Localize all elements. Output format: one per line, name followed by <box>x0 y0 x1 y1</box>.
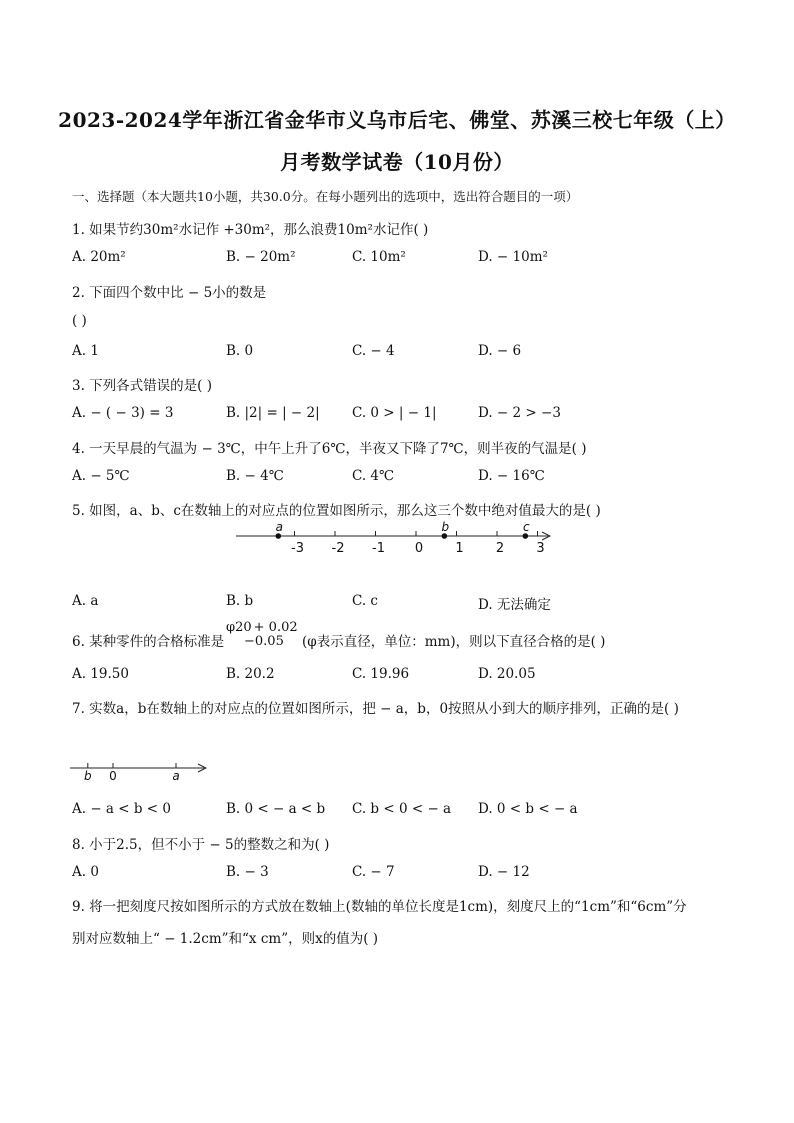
exam-title-line-2: 月考数学试卷（10月份） <box>280 150 514 174</box>
q5-tick-label-6: 3 <box>536 541 545 556</box>
q6-option-a: A. 19.50 <box>72 666 129 682</box>
q5-option-a: A. a <box>72 593 99 609</box>
q6-option-b: B. 20.2 <box>226 666 275 682</box>
q7-label-2: a <box>172 769 180 783</box>
q5-option-d: D. 无法确定 <box>478 597 551 613</box>
q3-option-a: A. − ( − 3) = 3 <box>72 405 174 421</box>
q7-number-line-figure <box>66 756 216 784</box>
q6-lower: −0.05 <box>244 634 284 649</box>
q5-point-a <box>276 533 282 539</box>
q8-option-b: B. − 3 <box>226 864 269 880</box>
q1-option-a: A. 20m² <box>72 249 126 265</box>
q8-option-a: A. 0 <box>72 864 99 880</box>
q8-option-c: C. − 7 <box>352 864 395 880</box>
question-9-stem-line-1: 9. 将一把刻度尺按如图所示的方式放在数轴上(数轴的单位长度是1cm)，刻度尺上的“1cm”和“6cm”分 <box>72 899 687 915</box>
q1-option-b: B. − 20m² <box>226 249 296 265</box>
q7-label-0: b <box>83 769 92 783</box>
q5-option-c: C. c <box>352 593 378 609</box>
q5-number-line-figure <box>230 518 560 558</box>
q6-option-c: C. 19.96 <box>352 666 410 682</box>
q5-point-c <box>523 533 529 539</box>
question-6-stem-post: (φ表示直径，单位：mm)，则以下直径合格的是( ) <box>302 634 606 650</box>
q2-option-c: C. − 4 <box>352 343 395 359</box>
exam-title-line-1: 2023-2024学年浙江省金华市义乌市后宅、佛堂、苏溪三校七年级（上） <box>58 108 736 132</box>
q3-option-b: B. |2| = | − 2| <box>226 405 320 421</box>
question-7-stem: 7. 实数a，b在数轴上的对应点的位置如图所示，把 − a，b，0按照从小到大的顺序排列，正确的是( ) <box>72 701 679 717</box>
q4-option-a: A. − 5℃ <box>72 468 130 484</box>
q5-tick-label-2: -1 <box>372 541 385 556</box>
question-9-stem-line-2: 别对应数轴上“ − 1.2cm”和“x cm”，则x的值为( ) <box>72 931 379 947</box>
q7-option-b: B. 0 < − a < b <box>226 801 326 817</box>
q2-option-a: A. 1 <box>72 343 99 359</box>
q2-option-d: D. − 6 <box>478 343 522 359</box>
q6-upper: + 0.02 <box>253 620 298 635</box>
question-4-stem: 4. 一天早晨的气温为 − 3℃，中午上升了6℃，半夜又下降了7℃，则半夜的气温是( ) <box>72 441 587 457</box>
q4-option-c: C. 4℃ <box>352 468 395 484</box>
q6-tolerance <box>226 621 298 649</box>
q4-option-b: B. − 4℃ <box>226 468 284 484</box>
question-3-stem: 3. 下列各式错误的是( ) <box>72 378 212 394</box>
question-8-stem: 8. 小于2.5，但不小于 − 5的整数之和为( ) <box>72 837 330 853</box>
q5-tick-label-0: -3 <box>291 541 304 556</box>
q7-option-d: D. 0 < b < − a <box>478 801 578 817</box>
q7-option-c: C. b < 0 < − a <box>352 801 452 817</box>
q7-option-a: A. − a < b < 0 <box>72 801 172 817</box>
q5-tick-label-4: 1 <box>455 541 464 556</box>
question-2-stem: 2. 下面四个数中比 − 5小的数是 <box>72 285 267 301</box>
question-2-paren: ( ) <box>72 313 87 329</box>
q3-option-d: D. − 2 > −3 <box>478 405 561 421</box>
q5-point-label-c: c <box>523 520 530 534</box>
q5-tick-label-5: 2 <box>495 541 505 556</box>
q3-option-c: C. 0 > | − 1| <box>352 405 437 421</box>
q5-tick-label-3: 0 <box>414 541 424 556</box>
q5-option-b: B. b <box>226 593 254 609</box>
q1-option-c: C. 10m² <box>352 249 406 265</box>
q5-point-label-a: a <box>275 520 283 534</box>
q6-base: φ20 <box>226 620 252 635</box>
q5-point-b <box>442 533 448 539</box>
q4-option-d: D. − 16℃ <box>478 468 545 484</box>
question-5-stem: 5. 如图，a、b、c在数轴上的对应点的位置如图所示，那么这三个数中绝对值最大的是( ) <box>72 503 601 519</box>
q1-option-d: D. − 10m² <box>478 249 548 265</box>
q2-option-b: B. 0 <box>226 343 254 359</box>
q6-option-d: D. 20.05 <box>478 666 536 682</box>
question-1-stem: 1. 如果节约30m²水记作 +30m²，那么浪费10m²水记作( ) <box>72 222 429 238</box>
q7-label-1: 0 <box>109 769 117 783</box>
q5-point-label-b: b <box>441 520 450 534</box>
section-heading: 一、选择题（本大题共10小题，共30.0分。在每小题列出的选项中，选出符合题目的一项） <box>72 189 579 204</box>
q5-tick-label-1: -2 <box>331 541 345 556</box>
q8-option-d: D. − 12 <box>478 864 530 880</box>
question-6-stem-pre: 6. 某种零件的合格标准是 <box>72 634 225 650</box>
